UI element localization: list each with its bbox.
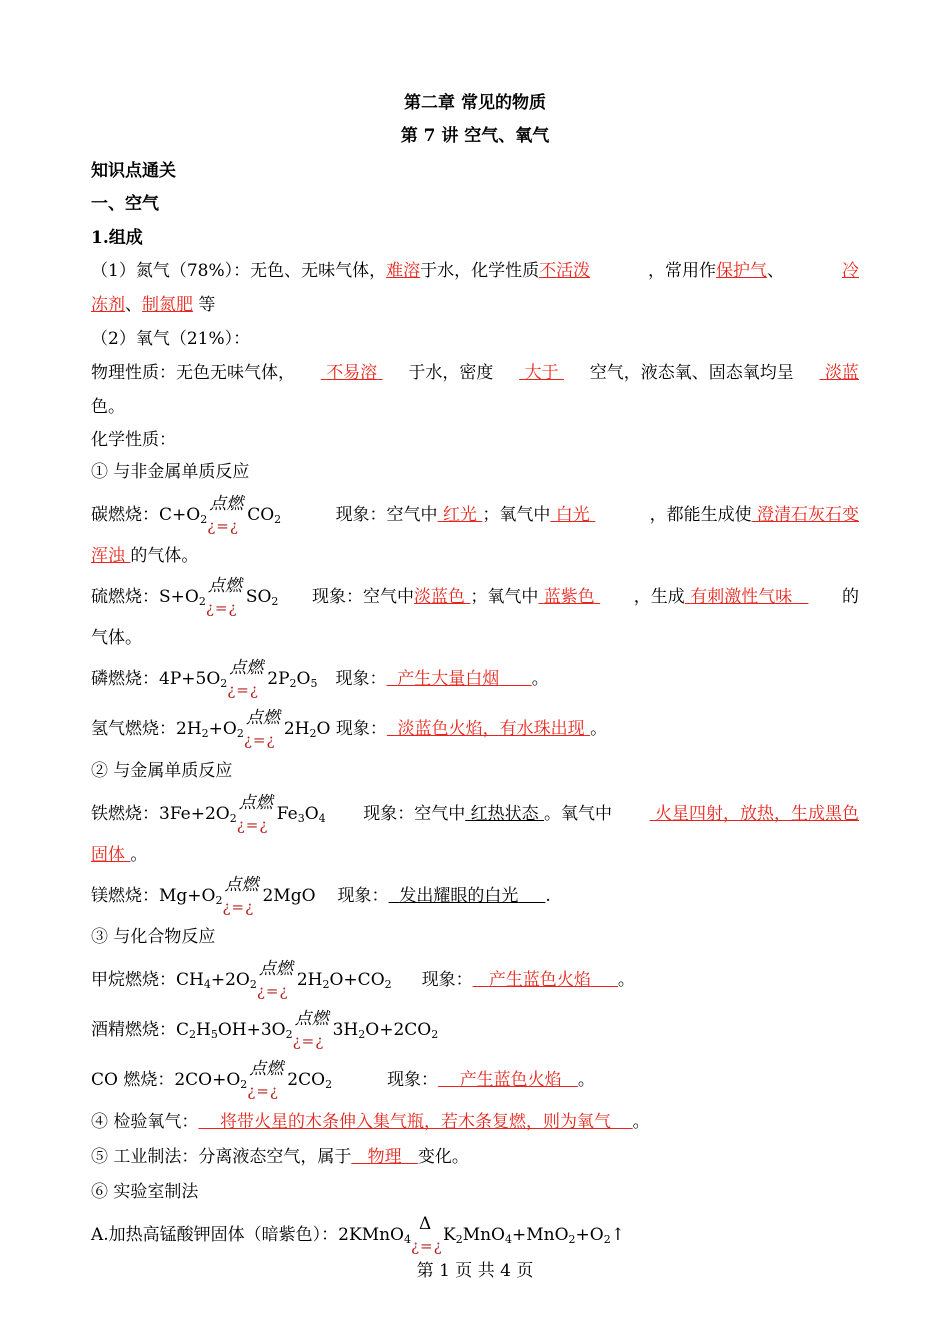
hydrogen-line: 氢气燃烧：$2H_2+O_2$ 点燃 ¿=¿ $2H_2O$ 现象： 淡蓝色火焰，有水珠出现 。 <box>91 708 608 749</box>
reaction-condition: 点燃 ¿=¿ <box>256 959 293 1000</box>
oxygen-physical-1: 物理性质：无色无味气体， 不易溶 于水，密度 大于 空气，液态氧、固态氧均呈 淡蓝 <box>91 363 859 383</box>
metal-heading: ② 与金属单质反应 <box>91 761 233 781</box>
alcohol-line: 酒精燃烧：$C_2H_5OH+3O_2$ 点燃 ¿=¿ $3H_2O+2CO_2$ <box>91 1009 439 1050</box>
reaction-condition: 点燃 ¿=¿ <box>205 576 242 617</box>
answer-greater: 大于 <box>524 363 559 383</box>
reaction-condition: 点燃 ¿=¿ <box>207 494 244 535</box>
oxygen-chemical-label: 化学性质： <box>91 430 176 450</box>
heating-condition: Δ ¿=¿ <box>411 1214 443 1255</box>
sulfur-line-1: 硫燃烧：$S+O_2$ 点燃 ¿=¿ $SO_2$ 现象：空气中淡蓝色 ；氧气中 蓝紫色 ，生成 有刺激性气味 的 <box>91 576 859 617</box>
industrial-line: ⑤ 工业制法：分离液态空气，属于 物理 变化。 <box>91 1147 469 1167</box>
lab-heading: ⑥ 实验室制法 <box>91 1182 199 1202</box>
composition-heading: 1.组成 <box>91 228 143 248</box>
iron-line-2: 固体 。 <box>91 845 148 865</box>
answer-refrigerant-b: 冻剂 <box>91 295 125 315</box>
methane-line: 甲烷燃烧：$CH_4+2O_2$ 点燃 ¿=¿ $2H_2O+CO_2$ 现象： 产生蓝色火焰 。 <box>91 959 635 1000</box>
sulfur-line-2: 气体。 <box>91 628 142 648</box>
compound-heading: ③ 与化合物反应 <box>91 927 216 947</box>
reaction-condition: 点燃 ¿=¿ <box>222 875 259 916</box>
carbon-line-1: 碳燃烧：$C+O_2$ 点燃 ¿=¿ $CO_2$ 现象：空气中 红光 ；氧气中 白光 ，都能生成使 澄清石灰石变 <box>91 494 859 535</box>
co-line: CO 燃烧：$2CO+O_2$ 点燃 ¿=¿ $2CO_2$ 现象： 产生蓝色火焰 。 <box>91 1059 595 1100</box>
part-heading: 一、空气 <box>91 194 159 214</box>
answer-light-blue-flame: 淡蓝色 <box>414 587 465 607</box>
page-footer: 第 1 页 共 4 页 <box>416 1261 534 1281</box>
reaction-condition: 点燃 ¿=¿ <box>243 708 280 749</box>
phosphorus-line: 磷燃烧：$4P+5O_2$ 点燃 ¿=¿ $2P_2O_5$ 现象： 产生大量白烟 。 <box>91 658 549 699</box>
answer-turbid: 浑浊 <box>91 546 125 566</box>
oxygen-test-line: ④ 检验氧气： 将带火星的木条伸入集气瓶，若木条复燃，则为氧气 。 <box>91 1112 650 1132</box>
answer-hydrogen-flame: 淡蓝色火焰，有水珠出现 <box>397 719 585 739</box>
answer-inactive: 不活泼 <box>539 261 591 281</box>
answer-light-blue: 淡蓝 <box>824 363 859 383</box>
nitrogen-line-1: （1）氮气（78%）：无色、无味气体，难溶于水，化学性质不活泼 ，常用作保护气、 冷 <box>91 261 859 281</box>
answer-insoluble: 难溶 <box>386 261 421 281</box>
kmno4-line: A.加热高锰酸钾固体（暗紫色）：2KMnO$_4$ Δ ¿=¿ $K_2MnO_4+MnO_2+O_2↑$ <box>91 1214 625 1255</box>
reaction-condition: 点燃 ¿=¿ <box>247 1059 284 1100</box>
answer-white-smoke: 产生大量白烟 <box>397 669 500 689</box>
answer-blue-flame-co: 产生蓝色火焰 <box>459 1070 562 1090</box>
magnesium-line: 镁燃烧：$Mg+O_2$ 点燃 ¿=¿ 2MgO 现象： 发出耀眼的白光 . <box>91 875 551 916</box>
answer-dazzling-light: 发出耀眼的白光 <box>399 886 519 906</box>
answer-protective-gas: 保护气 <box>716 261 768 281</box>
carbon-line-2: 浑浊 的气体。 <box>91 546 199 566</box>
chapter-title: 第二章 常见的物质 <box>404 93 546 113</box>
answer-red-light: 红光 <box>442 505 477 525</box>
answer-not-easily-soluble: 不易溶 <box>326 363 378 383</box>
answer-limewater: 澄清石灰石变 <box>757 505 859 525</box>
answer-blue-flame-methane: 产生蓝色火焰 <box>488 970 591 990</box>
section-heading: 知识点通关 <box>91 161 176 181</box>
lecture-title: 第 7 讲 空气、氧气 <box>400 126 550 146</box>
answer-red-hot: 红热状态 <box>470 804 539 824</box>
nitrogen-line-2: 冻剂、制氮肥 等 <box>91 295 216 315</box>
answer-refrigerant-a: 冷 <box>841 261 859 281</box>
answer-pungent-smell: 有刺激性气味 <box>690 587 793 607</box>
answer-black-solid: 固体 <box>91 845 125 865</box>
answer-white-light: 白光 <box>555 505 590 525</box>
iron-line-1: 铁燃烧：$3Fe+2O_2$ 点燃 ¿=¿ $Fe_3O_4$ 现象：空气中 红热状态 。氧气中 火星四射，放热，生成黑色 <box>91 793 859 834</box>
reaction-condition: 点燃 ¿=¿ <box>236 793 273 834</box>
reaction-condition: 点燃 ¿=¿ <box>227 658 264 699</box>
answer-sparks: 火星四射，放热，生成黑色 <box>655 804 859 824</box>
nonmetal-heading: ① 与非金属单质反应 <box>91 462 250 482</box>
answer-nitrogen-fertilizer: 制氮肥 <box>142 295 193 315</box>
answer-physical: 物理 <box>367 1147 402 1167</box>
oxygen-physical-2: 色。 <box>91 397 125 417</box>
oxygen-title: （2）氧气（21%）： <box>91 329 251 349</box>
answer-oxygen-test: 将带火星的木条伸入集气瓶，若木条复燃，则为氧气 <box>220 1112 612 1132</box>
answer-blue-violet: 蓝紫色 <box>543 587 595 607</box>
reaction-condition: 点燃 ¿=¿ <box>292 1009 329 1050</box>
